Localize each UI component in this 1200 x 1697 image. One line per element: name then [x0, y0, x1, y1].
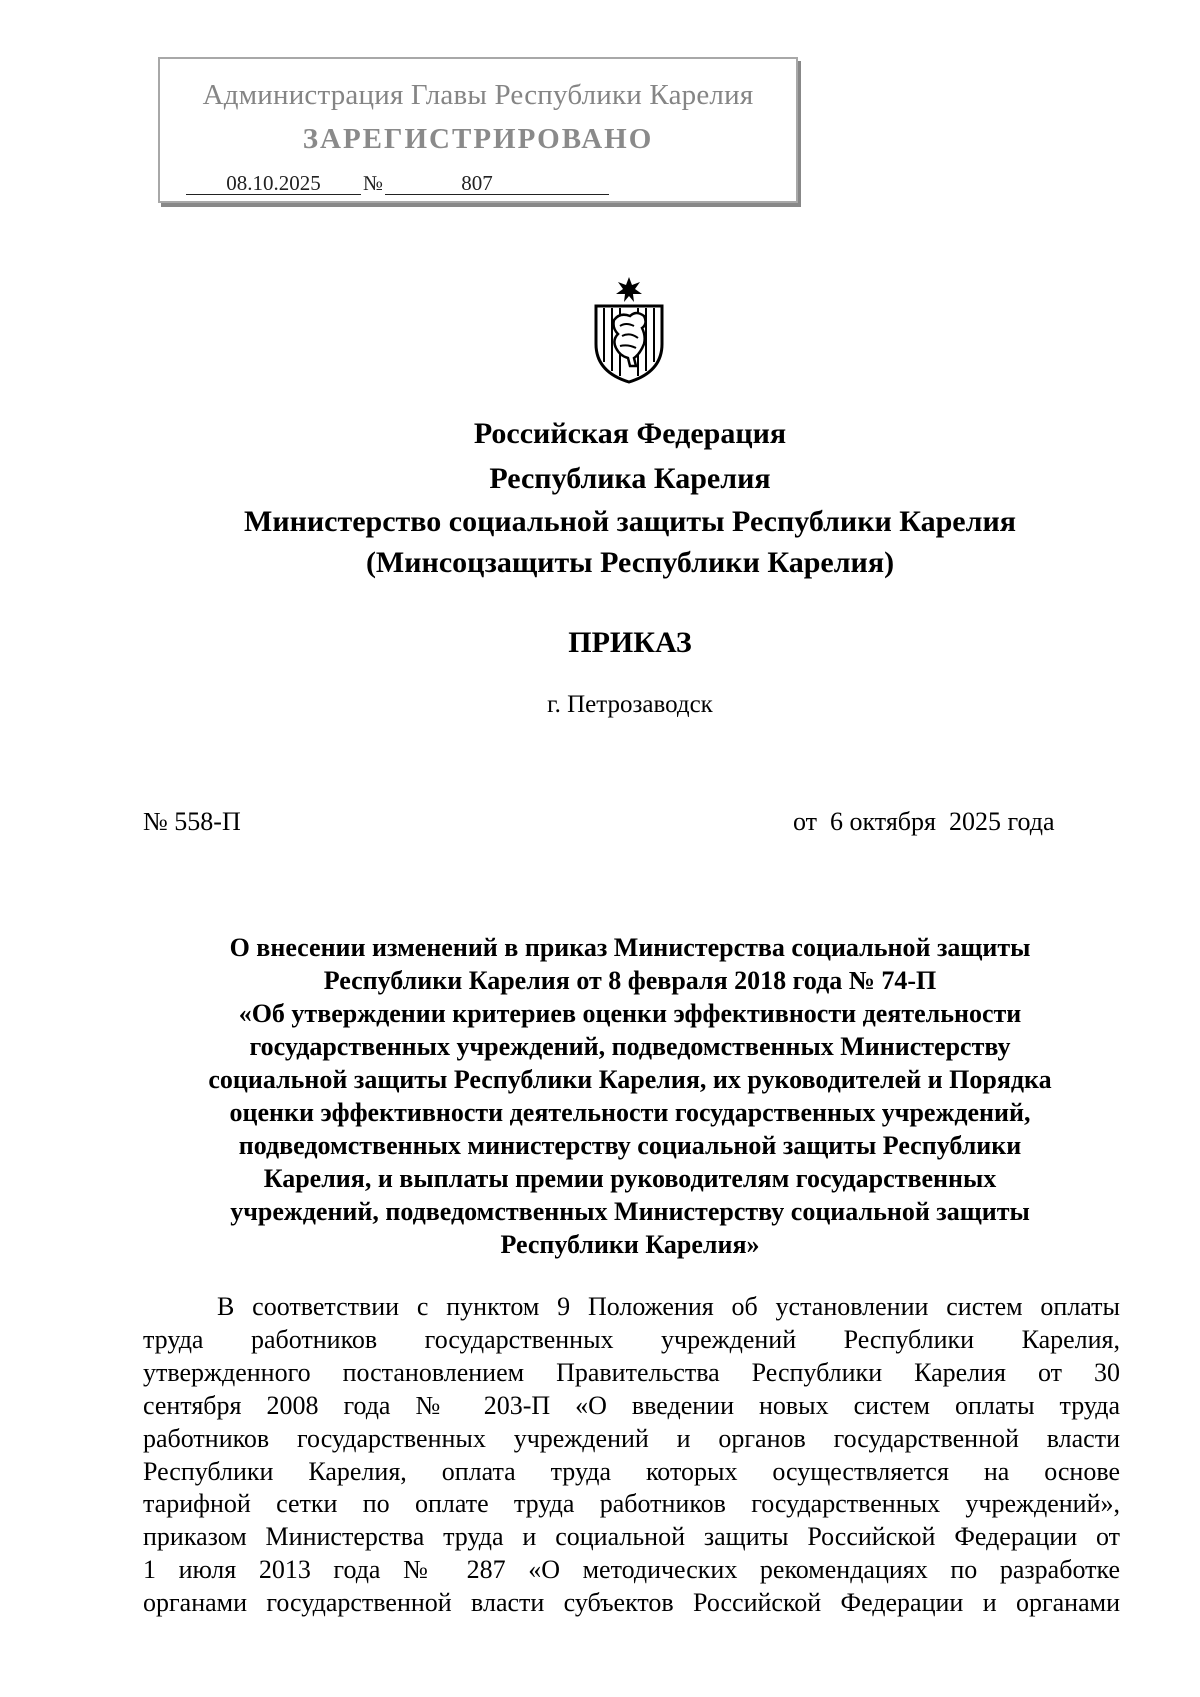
star-icon [616, 277, 642, 302]
subject-line: социальной защиты Республики Карелия, их руководителей и Порядка [208, 1065, 1052, 1094]
body-line: В соответствии с пунктом 9 Положения об установлении систем оплаты [217, 1292, 1120, 1321]
registration-stamp [158, 57, 798, 203]
body-line: 1 июля 2013 года № 287 «О методических рекомендациях по разработке [143, 1555, 1120, 1585]
stamp-number-sign: № [363, 171, 384, 195]
header-republic: Республика Карелия [489, 462, 771, 495]
stamp-status: ЗАРЕГИСТРИРОВАНО [302, 123, 654, 155]
header-ministry-short: (Минсоцзащиты Республики Карелия) [365, 546, 895, 579]
subject-line: Карелия, и выплаты премии руководителям государственных [263, 1164, 997, 1193]
body-line: труда работников государственных учреждений Республики Карелия, [143, 1324, 1120, 1354]
body-line: тарифной сетки по оплате труда работников государственных учреждений», [143, 1489, 1120, 1519]
document-type: ПРИКАЗ [568, 626, 692, 659]
subject-line: Республики Карелия» [500, 1230, 760, 1259]
document-subject [165, 931, 1095, 1261]
body-line: приказом Министерства труда и социальной защиты Российской Федерации от [143, 1522, 1120, 1552]
subject-line: подведомственных министерству социальной защиты Республики [238, 1131, 1022, 1160]
body-line: Республики Карелия, оплата труда которых осуществляется на основе [143, 1456, 1120, 1486]
document-date: от 6 октября 2025 года [793, 807, 1055, 836]
document-body [143, 1291, 1120, 1620]
stamp-title: Администрация Главы Республики Карелия [202, 79, 754, 111]
body-line: утвержденного постановлением Правительства Республики Карелия от 30 [143, 1357, 1120, 1387]
header-ministry: Министерство социальной защиты Республики Карелия [244, 505, 1016, 538]
subject-line: учреждений, подведомственных Министерству социальной защиты [230, 1197, 1030, 1226]
document-city: г. Петрозаводск [547, 691, 713, 718]
stamp-date: 08.10.2025 [186, 172, 361, 195]
karelia-coat-of-arms-icon [590, 276, 668, 384]
body-line: органами государственной власти субъектов Российской Федерации и органами [143, 1588, 1120, 1618]
stamp-number: 807 [385, 172, 609, 195]
body-line: сентября 2008 года № 203-П «О введении новых систем оплаты труда [143, 1390, 1120, 1420]
subject-line: «Об утверждении критериев оценки эффективности деятельности [238, 999, 1022, 1028]
document-number: № 558-П [143, 807, 241, 836]
body-line: работников государственных учреждений и органов государственной власти [143, 1423, 1120, 1453]
subject-line: Республики Карелия от 8 февраля 2018 года № 74-П [323, 966, 937, 995]
subject-line: государственных учреждений, подведомственных Министерству [249, 1032, 1011, 1061]
header-country: Российская Федерация [473, 417, 787, 450]
stamp-registration-row [186, 171, 609, 196]
subject-line: оценки эффективности деятельности государственных учреждений, [229, 1098, 1031, 1127]
subject-line: О внесении изменений в приказ Министерства социальной защиты [229, 933, 1031, 962]
